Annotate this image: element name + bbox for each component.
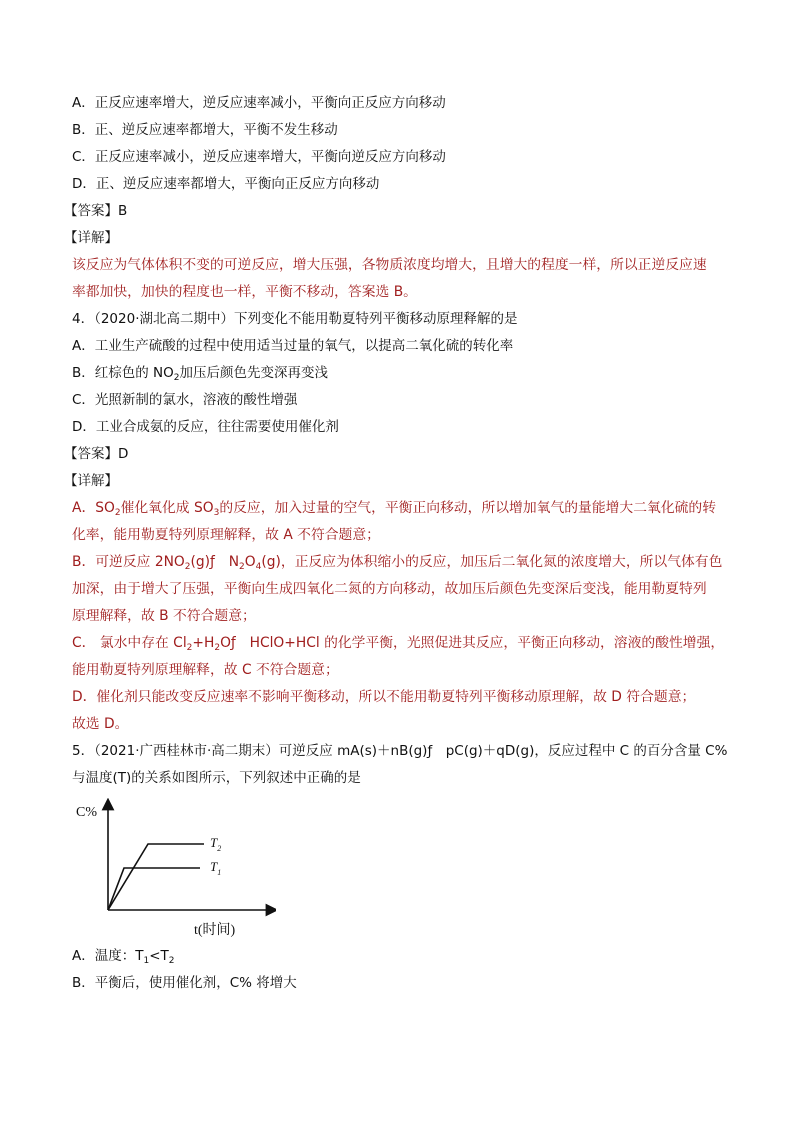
q4-option-c: C．光照新制的氯水，溶液的酸性增强 (72, 392, 298, 408)
q4-detail-b-s1: 2 (184, 562, 191, 572)
q4-detail-label: 【详解】 (64, 473, 118, 489)
y-axis-label: C% (76, 805, 97, 820)
q4-detail-b-line-2: 加深，由于增大了压强，平衡向生成四氧化二氮的方向移动，故加压后颜色先变深后变浅，能用勒夏特列 (72, 581, 707, 597)
curve-t1 (108, 868, 200, 910)
q4-detail-c-line-1 (72, 630, 724, 657)
q4-detail-b-s3: 4 (255, 562, 262, 572)
q4-detail-c-line-2: 能用勒夏特列原理解释，故 C 不符合题意； (72, 662, 339, 678)
q5-option-a-pre: A．温度：T (72, 948, 144, 964)
q3-option-b: B．正、逆反应速率都增大，平衡不发生移动 (72, 122, 338, 138)
q4-detail-b-line-1 (72, 549, 724, 576)
q4-detail-a-p1: A．SO (72, 500, 115, 516)
curve-t2-label (210, 835, 221, 853)
q3-option-d: D．正、逆反应速率都增大，平衡向正反应方向移动 (72, 176, 380, 192)
q3-option-a: A．正反应速率增大，逆反应速率减小，平衡向正反应方向移动 (72, 95, 446, 111)
q3-detail-line-1: 该反应为气体体积不变的可逆反应，增大压强，各物质浓度均增大，且增大的程度一样，所以正逆反应速 (72, 257, 707, 273)
q4-detail-d: D．催化剂只能改变反应速率不影响平衡移动，所以不能用勒夏特列平衡移动原理解，故 D 符合题意； (72, 689, 696, 705)
q4-answer: 【答案】D (64, 446, 129, 462)
q4-detail-a-s1: 2 (114, 508, 121, 518)
q4-option-b (72, 360, 724, 387)
q4-option-b-pre: B．红棕色的 NO (72, 365, 174, 381)
x-axis-label: t(时间) (194, 923, 236, 938)
q4-conclusion: 故选 D。 (72, 716, 129, 732)
q4-detail-b-s2: 2 (239, 562, 245, 572)
curve-t1-label-text: T (210, 859, 218, 874)
q4-detail-c-s1: 2 (186, 643, 193, 653)
q4-option-b-post: 加压后颜色先变深再变浅 (179, 365, 329, 381)
q4-detail-c-p1: C． 氯水中存在 Cl (72, 635, 187, 651)
q4-detail-b-p1: B．可逆反应 2NO (72, 554, 185, 570)
q4-detail-b-p4: (g)，正反应为体积缩小的反应，加压后二氧化氮的浓度增大，所以气体有色 (261, 554, 723, 570)
q5-option-a-sub1: 1 (143, 956, 150, 966)
q4-detail-b-p3: O (244, 554, 256, 570)
q4-detail-c-p3: Oƒ HClO+HCl 的化学平衡，光照促进其反应，平衡正向移动，溶液的酸性增强， (220, 635, 725, 651)
curve-t1-label-sub: 1 (217, 868, 222, 877)
curve-t2 (108, 844, 204, 910)
q4-detail-a-p2: 催化氧化成 SO (120, 500, 214, 516)
curve-t2-label-text: T (210, 835, 218, 850)
q3-answer: 【答案】B (64, 203, 128, 219)
q4-detail-a-p3: 的反应，加入过量的空气，平衡正向移动，所以增加氧气的量能增大二氧化硫的转 (219, 500, 717, 516)
q4-detail-a-s2: 3 (213, 508, 220, 518)
q4-option-d: D．工业合成氨的反应，往往需要使用催化剂 (72, 419, 339, 435)
q4-detail-c-p2: +H (192, 635, 215, 651)
document-page (64, 90, 728, 997)
q5-option-a-mid: <T (149, 948, 169, 964)
q4-detail-c-s2: 2 (214, 643, 221, 653)
q4-detail-a-line-1 (72, 495, 724, 522)
q5-option-a-sub2: 2 (168, 956, 175, 966)
q4-detail-b-p2: (g)ƒ N (190, 554, 240, 570)
curve-t2-label-sub: 2 (217, 844, 222, 853)
q5-stem-line-1: 5．（2021·广西桂林市·高二期末）可逆反应 mA(s)＋nB(g)ƒ pC(g)＋qD(g)，反应过程中 C 的百分含量 C% (72, 743, 728, 759)
c-percent-time-graph (76, 798, 276, 943)
q4-stem: 4．（2020·湖北高二期中）下列变化不能用勒夏特列平衡移动原理释解的是 (72, 311, 518, 327)
q5-option-b: B．平衡后，使用催化剂，C% 将增大 (72, 975, 297, 991)
q5-option-a (72, 943, 724, 970)
q4-detail-b-line-3: 原理解释，故 B 不符合题意； (72, 608, 256, 624)
q4-detail-a-line-2: 化率，能用勒夏特列原理解释，故 A 不符合题意； (72, 527, 380, 543)
q4-option-b-sub: 2 (173, 373, 180, 383)
graph-svg (76, 798, 276, 943)
curve-t1-label (210, 859, 221, 877)
q3-option-c: C．正反应速率减小，逆反应速率增大，平衡向逆反应方向移动 (72, 149, 446, 165)
q5-stem-line-2: 与温度(T)的关系如图所示，下列叙述中正确的是 (72, 770, 361, 786)
q3-detail-label: 【详解】 (64, 230, 118, 246)
q4-option-a: A．工业生产硫酸的过程中使用适当过量的氧气，以提高二氧化硫的转化率 (72, 338, 514, 354)
q3-detail-line-2: 率都加快，加快的程度也一样，平衡不移动，答案选 B。 (72, 284, 417, 300)
